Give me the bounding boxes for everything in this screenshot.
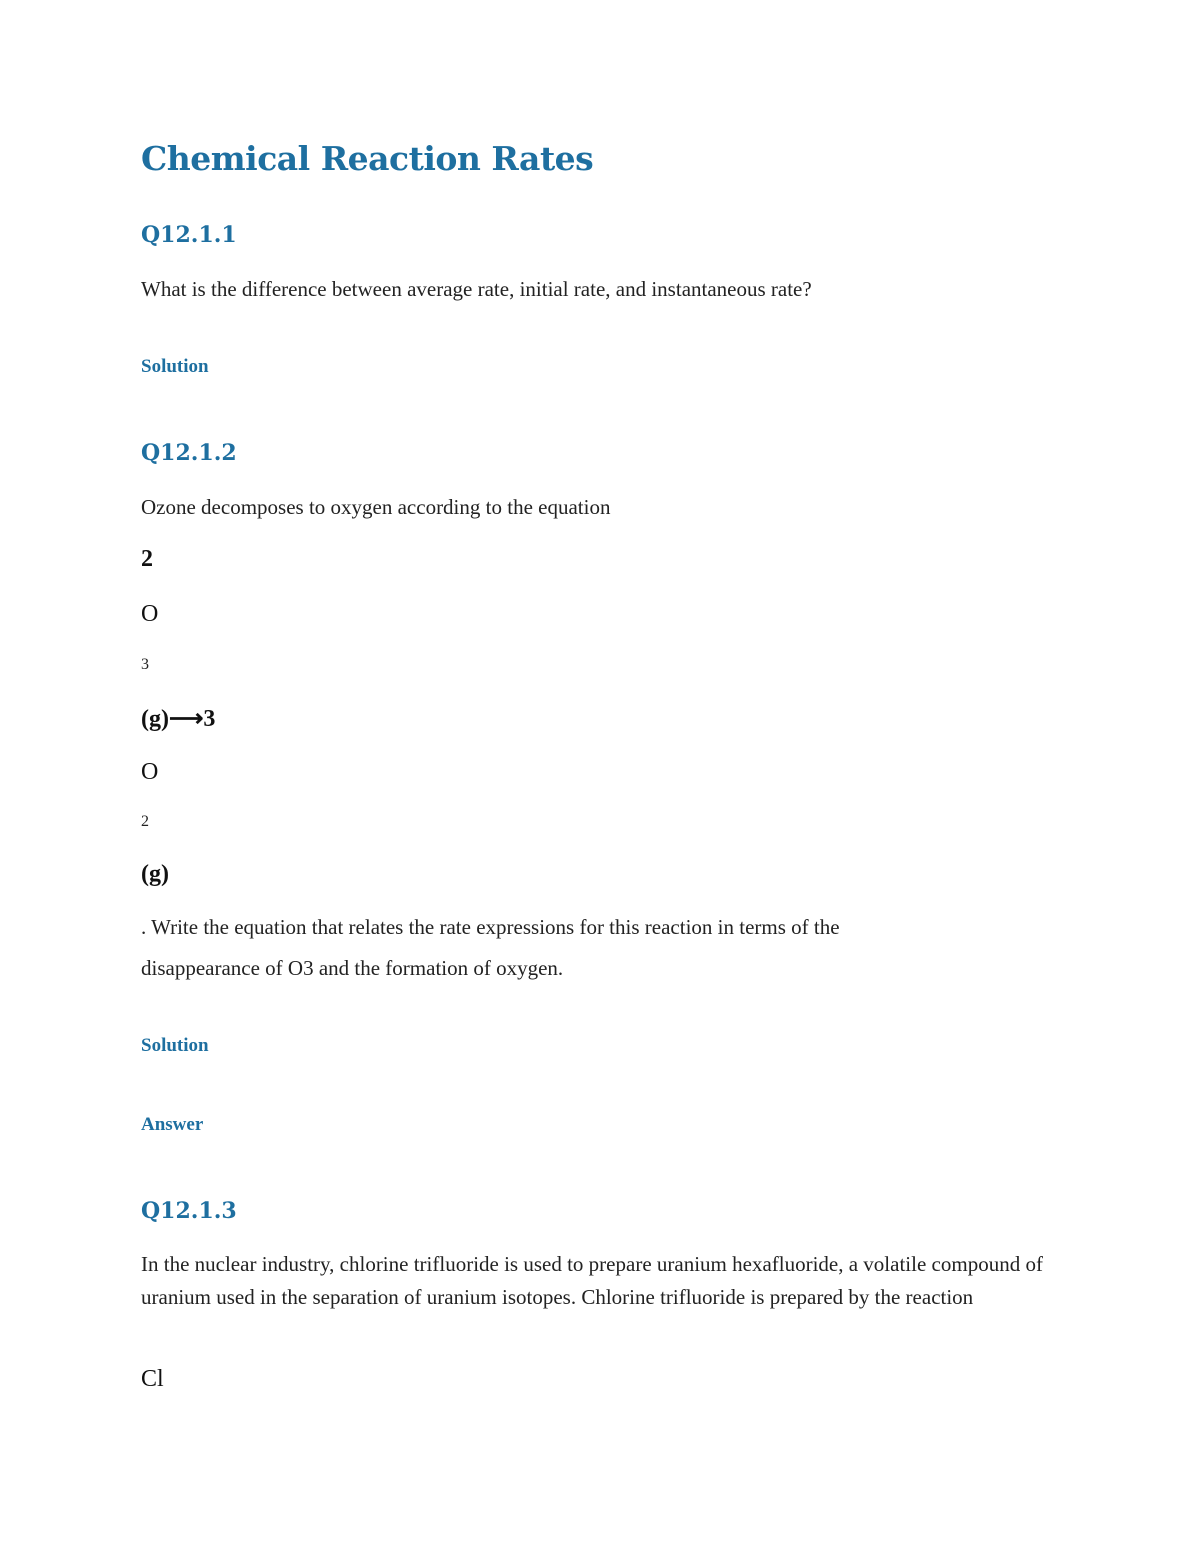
equation-subscript-oxygen: 2 bbox=[141, 813, 149, 830]
question-text-q2-continued: . Write the equation that relates the rate expressions for this reaction in terms of the bbox=[141, 915, 840, 939]
equation-element-oxygen: O bbox=[141, 759, 159, 785]
question-text-q1: What is the difference between average rate, initial rate, and instantaneous rate? bbox=[141, 277, 812, 301]
question-heading-q1: Q12.1.1 bbox=[141, 222, 237, 248]
equation-element-ozone: O bbox=[141, 601, 159, 627]
equation-start-q3: Cl bbox=[141, 1366, 164, 1392]
equation-subscript-ozone: 3 bbox=[141, 656, 149, 673]
solution-link-q1[interactable]: Solution bbox=[141, 356, 209, 377]
page-title: Chemical Reaction Rates bbox=[141, 139, 594, 178]
question-text-q2: Ozone decomposes to oxygen according to the equation bbox=[141, 495, 611, 519]
question-text-q3: In the nuclear industry, chlorine trifluoride is used to prepare uranium hexafluoride, a volatile compound of uranium used in the separation of uranium isotopes. Chlorine trifluoride is prepared by the reaction bbox=[141, 1252, 1043, 1309]
answer-link-q2[interactable]: Answer bbox=[141, 1114, 204, 1135]
question-heading-q3: Q12.1.3 bbox=[141, 1198, 237, 1224]
question-heading-q2: Q12.1.2 bbox=[141, 440, 237, 466]
solution-link-q2[interactable]: Solution bbox=[141, 1035, 209, 1056]
equation-coefficient: 2 bbox=[141, 546, 153, 572]
equation-state-gas: (g) bbox=[141, 861, 169, 887]
equation-arrow-product: (g)⟶3 bbox=[141, 706, 216, 732]
question-text-q2-continued-2: disappearance of O3 and the formation of oxygen. bbox=[141, 956, 564, 980]
